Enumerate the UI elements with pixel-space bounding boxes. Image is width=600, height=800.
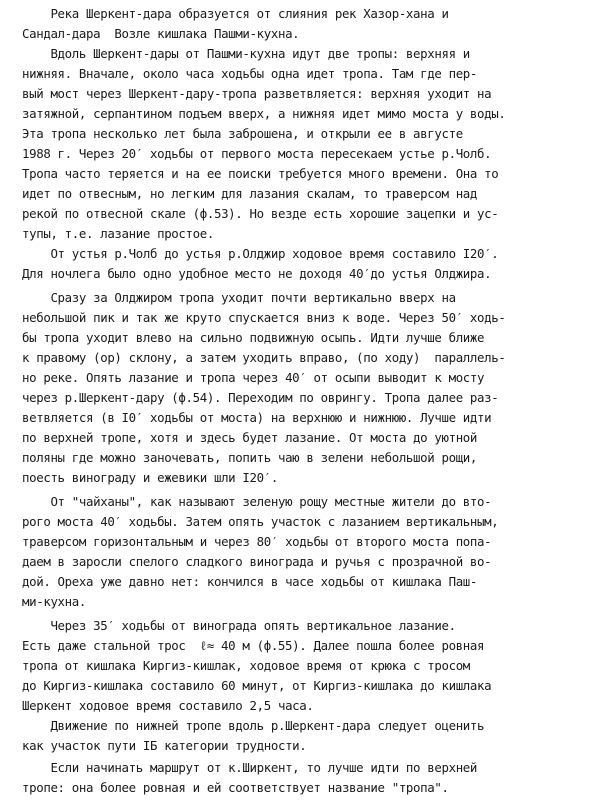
text-line: к правому (ор) склону, а затем уходить вправо, (по ходу) параллель- <box>22 350 506 365</box>
text-line: через р.Шеркент-дару (ф.54). Переходим по оврингу. Тропа далее раз- <box>22 390 499 405</box>
text-line: поесть винограду и ежевики шли I20′. <box>22 470 278 485</box>
text-line: поляны где можно заночевать, попить чаю в зелени небольшой рощи, <box>22 450 478 465</box>
text-line: Движение по нижней тропе вдоль р.Шеркент-дара следует оценить <box>22 718 485 733</box>
text-line: 1988 г. Через 20′ ходьбы от первого моста пересекаем устье р.Чолб. <box>22 146 492 161</box>
text-line: Если начинать маршрут от к.Ширкент, то лучше идти по верхней <box>22 760 478 775</box>
text-line: Река Шеркент-дара образуется от слияния рек Хазор-хана и <box>22 6 449 21</box>
text-line: идет по отвесным, но легким для лазания скалам, то траверсом над <box>22 186 478 201</box>
text-line: бы тропа уходит влево на сильно подвижную осыпь. Идти лучше ближе <box>22 330 485 345</box>
text-line: рекой по отвесной скале (ф.53). Но везде есть хорошие зацепки и ус- <box>22 206 499 221</box>
text-line: по верхней тропе, хотя и здесь будет лазание. От моста до уютной <box>22 430 478 445</box>
text-line: ми-кухна. <box>22 594 86 609</box>
text-line: Сандал-дара Возле кишлака Пашми-кухна. <box>22 26 300 41</box>
text-line: но реке. Опять лазание и тропа через 40′ от осыпи выводит к мосту <box>22 370 485 385</box>
text-line: Есть даже стальной трос ℓ≈ 40 м (ф.55). Далее пошла более ровная <box>22 638 485 653</box>
text-line: тупы, т.е. лазание простое. <box>22 226 214 241</box>
text-line: небольшой пик и так же круто спускается вниз к воде. Через 50′ ходь- <box>22 310 506 325</box>
text-line: Тропа часто теряется и на ее поиски требуется много времени. Она то <box>22 166 499 181</box>
text-line: Через 35′ ходьбы от винограда опять вертикальное лазание. <box>22 618 456 633</box>
text-line: Сразу за Олджиром тропа уходит почти вертикально вверх на <box>22 290 456 305</box>
text-line: затяжной, серпантином подъем вверх, а нижняя идет мимо моста у воды. <box>22 106 506 121</box>
text-line: Вдоль Шеркент-дары от Пашми-кухна идут две тропы: верхняя и <box>22 46 470 61</box>
text-line: нижняя. Вначале, около часа ходьбы одна идет тропа. Там где пер- <box>22 66 478 81</box>
text-line: Эта тропа несколько лет была заброшена, и открыли ее в августе <box>22 126 463 141</box>
text-line: рого моста 40′ ходьбы. Затем опять участок с лазанием вертикальным, <box>22 514 499 529</box>
text-line: вый мост через Шеркент-дару-тропа разветвляется: верхняя уходит на <box>22 86 492 101</box>
text-line: Для ночлега было одно удобное место не доходя 40′до устья Олджира. <box>22 266 492 281</box>
text-line: ветвляется (в I0′ ходьбы от моста) на верхнюю и нижнюю. Лучше идти <box>22 410 492 425</box>
text-line: тропа от кишлака Киргиз-кишлак, ходовое время от крюка с тросом <box>22 658 470 673</box>
text-line: От "чайханы", как называют зеленую рощу местные жители до вто- <box>22 494 492 509</box>
text-line: Шеркент ходовое время составило 2,5 часа. <box>22 698 314 713</box>
text-line: как участок пути IБ категории трудности. <box>22 738 307 753</box>
text-line: дой. Ореха уже давно нет: кончился в часе ходьбы от кишлака Паш- <box>22 574 478 589</box>
text-line: до Киргиз-кишлака составило 60 минут, от Киргиз-кишлака до кишлака <box>22 678 492 693</box>
text-line: траверсом горизонтальным и через 80′ ходьбы от второго моста попа- <box>22 534 492 549</box>
text-line: тропе: она более ровная и ей соответствует название "тропа". <box>22 780 449 795</box>
text-line: даем в заросли спелого сладкого винограда и ручья с прозрачной во- <box>22 554 492 569</box>
text-line: От устья р.Чолб до устья р.Олджир ходовое время составило I20′. <box>22 246 499 261</box>
